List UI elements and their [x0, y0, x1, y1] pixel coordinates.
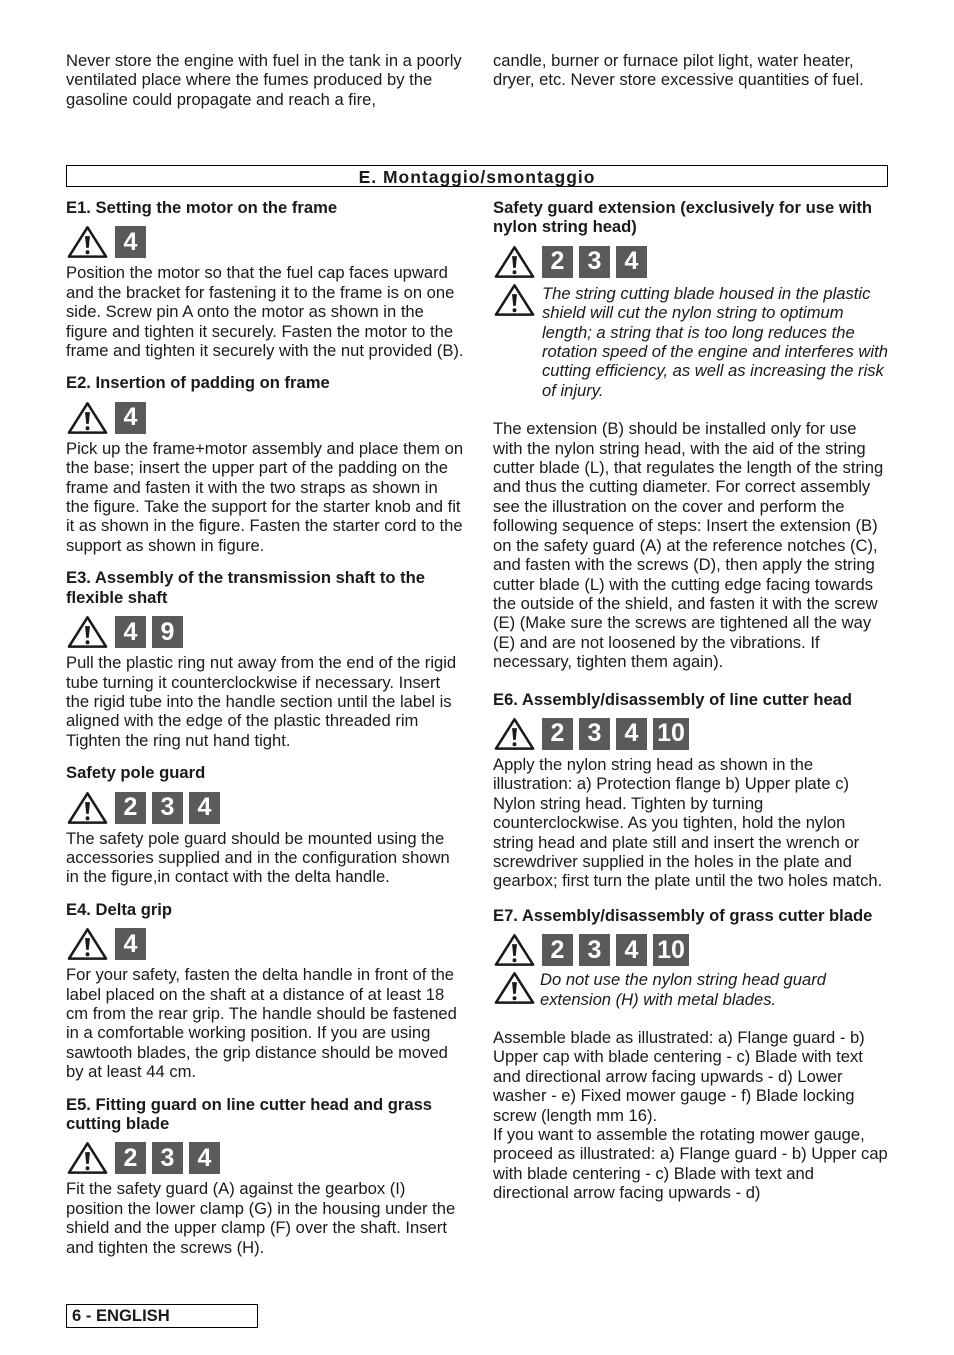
warning-triangle-icon: [66, 224, 109, 260]
warning-triangle-icon: [66, 790, 109, 826]
ref-number-box: 2: [115, 1142, 146, 1174]
left-column: [66, 198, 464, 1257]
e7-icons: [493, 932, 889, 968]
ext-heading: Safety guard extension (exclusively for use with nylon string head): [493, 198, 873, 237]
ref-number-box: 3: [152, 792, 183, 824]
e1-body: Position the motor so that the fuel cap faces upward and the bracket for fastening it to the frame is on one side. Screw pin A onto the motor as shown in the figure and tighten it securely. Fasten the motor to the frame and tighten it securely with the nut provided (B).: [66, 263, 464, 361]
ref-number-box: 2: [542, 718, 573, 750]
e7-warning: [493, 970, 889, 1009]
ref-number-box: 9: [152, 616, 183, 648]
ref-number-box: 3: [152, 1142, 183, 1174]
ref-number-box: 2: [542, 246, 573, 278]
e3-icons: [66, 614, 464, 650]
pole-body: The safety pole guard should be mounted using the accessories supplied and in the configuration shown in the figure,in contact with the delta handle.: [66, 828, 450, 887]
ref-number-box: 4: [616, 246, 647, 278]
ref-number-box: 2: [542, 934, 573, 966]
e4-body: For your safety, fasten the delta handle in front of the label placed on the shaft at a distance of at least 18 cm from the rear grip. The handle should be fastened in a comfortable working position. If you are using sawtooth blades, the grip distance should be moved by at least 44 cm.: [66, 965, 457, 1082]
warning-triangle-icon: [66, 614, 109, 650]
ref-number-box: 4: [616, 718, 647, 750]
e7-body-2: If you want to assemble the rotating mower gauge, proceed as illustrated: a) Flange guard - b) Upper cap with blade centering - c) Blade with text and directional arrow facing upwards - d): [493, 1125, 888, 1203]
ref-number-box: 4: [115, 616, 146, 648]
warning-triangle-icon: [66, 1140, 109, 1176]
pole-heading: Safety pole guard: [66, 763, 206, 783]
warning-triangle-icon: [493, 970, 536, 1006]
ref-number-box: 10: [653, 934, 689, 966]
e5-heading: E5. Fitting guard on line cutter head and grass cutting blade: [66, 1094, 433, 1133]
ref-number-box: 2: [115, 792, 146, 824]
e6-icons: [493, 716, 889, 752]
section-title: E. Montaggio/smontaggio: [66, 165, 888, 187]
pole-icons: [66, 790, 464, 826]
right-column: [493, 198, 889, 1203]
e6-heading: E6. Assembly/disassembly of line cutter head: [493, 689, 853, 709]
e7-heading: E7. Assembly/disassembly of grass cutter blade: [493, 905, 873, 925]
e4-heading: E4. Delta grip: [66, 899, 173, 919]
e2-body: Pick up the frame+motor assembly and place them on the base; insert the upper part of the padding on the frame and fasten it with the two straps as shown in the figure. Take the support for the starter knob and fit it as shown in the figure. Fasten the starter cord to the support as shown in figure.: [66, 438, 464, 555]
ext-warning: [493, 284, 889, 400]
warning-triangle-icon: [493, 244, 536, 280]
e3-heading: E3. Assembly of the transmission shaft to the flexible shaft: [66, 568, 425, 607]
ref-number-box: 4: [115, 402, 146, 434]
ref-number-box: 3: [579, 246, 610, 278]
e3-body: Pull the plastic ring nut away from the end of the rigid tube turning it counterclockwise if necessary. Insert the rigid tube into the handle section until the label is aligned with the edge of the plastic threaded rim Tighten the ring nut hand tight.: [66, 653, 457, 750]
e6-body: Apply the nylon string head as shown in the illustration: a) Protection flange b) Upper plate c) Nylon string head. Tighten by turning counterclockwise. As you tighten, hold the nylon string head and plate still and insert the wrench or screwdriver supplied in the holes in the plate and gearbox; first turn the plate until the two holes match.: [493, 754, 883, 891]
e7-warning-text: Do not use the nylon string head guard extension (H) with metal blades.: [540, 970, 826, 1009]
ref-number-box: 4: [189, 792, 220, 824]
warning-triangle-icon: [66, 400, 109, 436]
ref-number-box: 3: [579, 718, 610, 750]
e1-icons: [66, 224, 464, 260]
top-right-text: candle, burner or furnace pilot light, water heater, dryer, etc. Never store excessive quantities of fuel.: [493, 51, 864, 90]
ref-number-box: 4: [115, 226, 146, 258]
page-footer: 6 - ENGLISH: [66, 1304, 258, 1328]
ext-icons: [493, 244, 889, 280]
ref-number-box: 4: [115, 928, 146, 960]
e7-body-1: Assemble blade as illustrated: a) Flange guard - b) Upper cap with blade centering - c) Blade with text and directional arrow facing upwards - d) Lower washer - e) Fixed mower gauge - f) Blade locking screw (length mm 16).: [493, 1028, 865, 1125]
warning-triangle-icon: [493, 716, 536, 752]
ref-number-box: 4: [189, 1142, 220, 1174]
e4-icons: [66, 926, 464, 962]
e2-heading: E2. Insertion of padding on frame: [66, 373, 330, 393]
ext-warning-text: The string cutting blade housed in the plastic shield will cut the nylon string to optimum length; a string that is too long reduces the rotation speed of the engine and interferes with cutting efficiency, as well as increasing the risk of injury.: [542, 283, 888, 400]
ext-body: The extension (B) should be installed only for use with the nylon string head, with the aid of the string cutter blade (L), that regulates the length of the string and thus the cutting diameter. For correct assembly see the illustration on the cover and perform the following sequence of steps: Insert the extension (B) on the safety guard (A) at the reference notches (C), and fasten with the screws (D), then apply the string cutter blade (L) with the cutting edge facing towards the outside of the shield, and fasten it with the screw (E) (Make sure the screws are tightened all the way (E) and are not loosened by the vibrations. If necessary, tighten them again).: [493, 419, 884, 672]
warning-triangle-icon: [493, 932, 536, 968]
e1-heading: E1. Setting the motor on the frame: [66, 198, 338, 217]
top-left-text: Never store the engine with fuel in the tank in a poorly ventilated place where the fumes produced by the gasoline could propagate and reach a fire,: [66, 51, 462, 109]
ref-number-box: 4: [616, 934, 647, 966]
ref-number-box: 3: [579, 934, 610, 966]
ref-number-box: 10: [653, 718, 689, 750]
warning-triangle-icon: [66, 926, 109, 962]
e5-icons: [66, 1140, 464, 1176]
e2-icons: [66, 400, 464, 436]
warning-triangle-icon: [493, 282, 536, 318]
e5-body: Fit the safety guard (A) against the gearbox (I) position the lower clamp (G) in the housing under the shield and the upper clamp (F) over the shaft. Insert and tighten the screws (H).: [66, 1179, 456, 1257]
